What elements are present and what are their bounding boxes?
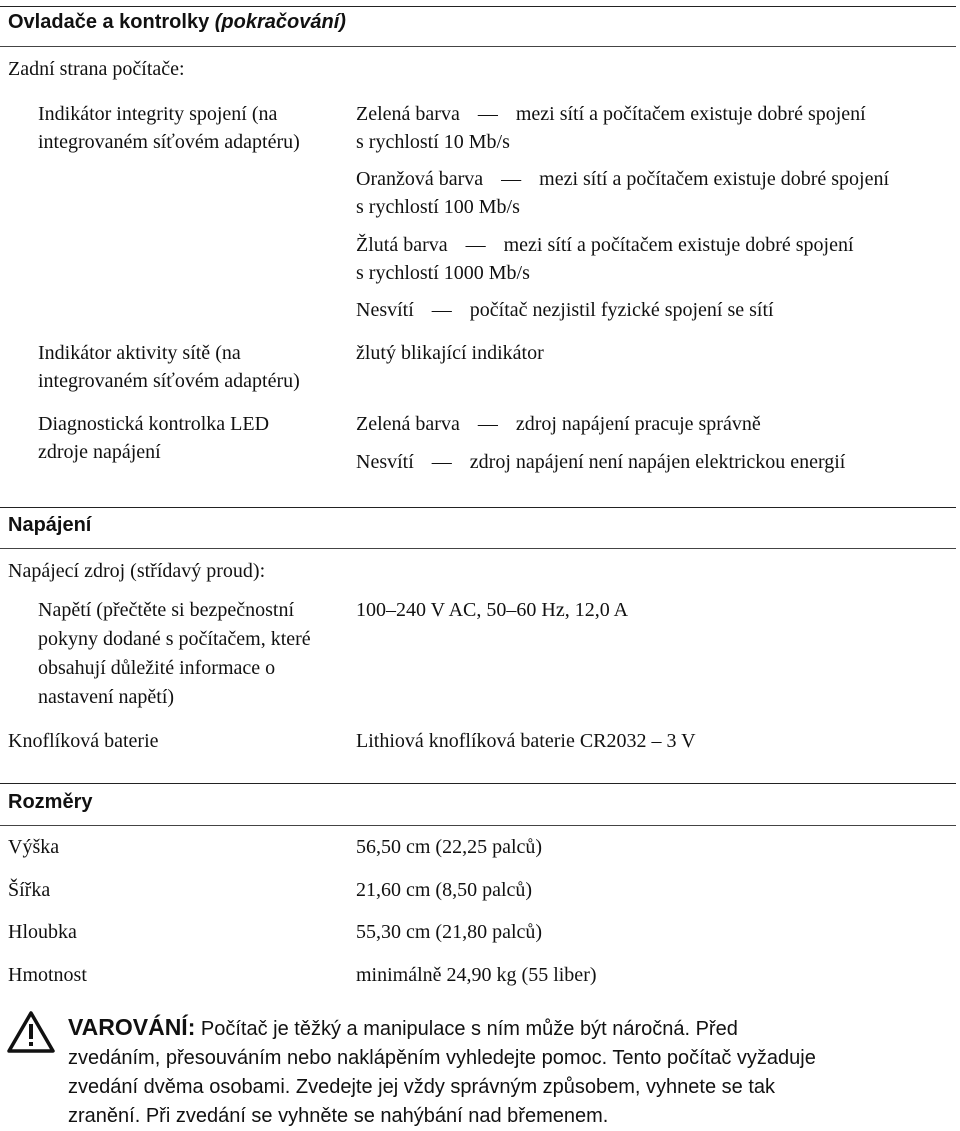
rear-side-subheading: Zadní strana počítače: bbox=[8, 58, 185, 80]
psu-led-label-2: zdroje napájení bbox=[38, 441, 161, 463]
link-integrity-label-2: integrovaném síťovém adaptéru) bbox=[38, 131, 300, 153]
link-green-line1: Zelená barva — mezi sítí a počítačem existuje dobré spojení bbox=[356, 103, 866, 125]
voltage-label-2: pokyny dodané s počítačem, které bbox=[38, 628, 311, 650]
link-orange-line1: Oranžová barva — mezi sítí a počítačem existuje dobré spojení bbox=[356, 168, 890, 190]
width-value: 21,60 cm (8,50 palců) bbox=[356, 879, 533, 901]
width-label: Šířka bbox=[8, 879, 51, 901]
voltage-value: 100–240 V AC, 50–60 Hz, 12,0 A bbox=[356, 599, 629, 621]
power-subheading: Napájecí zdroj (střídavý proud): bbox=[8, 560, 266, 582]
link-green-line2: s rychlostí 10 Mb/s bbox=[356, 131, 510, 153]
dimensions-section-title: Rozměry bbox=[8, 791, 93, 813]
controls-title-main: Ovladače a kontrolky bbox=[8, 11, 210, 33]
voltage-label-4: nastavení napětí) bbox=[38, 686, 175, 708]
controls-title-suffix: (pokračování) bbox=[214, 11, 346, 33]
weight-label: Hmotnost bbox=[8, 964, 87, 986]
psu-led-green: Zelená barva — zdroj napájení pracuje správně bbox=[356, 413, 761, 435]
warning-line-1: VAROVÁNÍ: Počítač je těžký a manipulace s ním může být náročná. Před bbox=[68, 1014, 738, 1040]
link-off-line1: Nesvítí — počítač nezjistil fyzické spojení se sítí bbox=[356, 299, 774, 321]
battery-label: Knoflíková baterie bbox=[8, 730, 159, 752]
dimensions-top-rule bbox=[0, 783, 956, 784]
net-activity-value: žlutý blikající indikátor bbox=[356, 342, 544, 364]
voltage-label-3: obsahují důležité informace o bbox=[38, 657, 276, 679]
power-rule bbox=[0, 548, 956, 549]
weight-value: minimálně 24,90 kg (55 liber) bbox=[356, 964, 597, 986]
warning-line-4: zranění. Při zvedání se vyhněte se nahýbání nad břemenem. bbox=[68, 1105, 609, 1127]
dimensions-rule bbox=[0, 825, 956, 826]
battery-value: Lithiová knoflíková baterie CR2032 – 3 V bbox=[356, 730, 696, 752]
depth-label: Hloubka bbox=[8, 921, 77, 943]
psu-led-label-1: Diagnostická kontrolka LED bbox=[38, 413, 270, 435]
link-yellow-line2: s rychlostí 1000 Mb/s bbox=[356, 262, 530, 284]
warning-line-3: zvedání dvěma osobami. Zvedejte jej vždy správným způsobem, vyhnete se tak bbox=[68, 1076, 776, 1098]
top-rule bbox=[0, 6, 956, 7]
warning-notice bbox=[68, 1013, 948, 1131]
power-top-rule bbox=[0, 507, 956, 508]
power-section-title: Napájení bbox=[8, 514, 92, 536]
warning-triangle-icon bbox=[6, 1010, 56, 1054]
height-value: 56,50 cm (22,25 palců) bbox=[356, 836, 543, 858]
net-activity-label-2: integrovaném síťovém adaptéru) bbox=[38, 370, 300, 392]
link-orange-line2: s rychlostí 100 Mb/s bbox=[356, 196, 520, 218]
warning-line-2: zvedáním, přesouváním nebo naklápěním vyhledejte pomoc. Tento počítač vyžaduje bbox=[68, 1047, 816, 1069]
warning-heading: VAROVÁNÍ: bbox=[68, 1014, 196, 1040]
voltage-label-1: Napětí (přečtěte si bezpečnostní bbox=[38, 599, 294, 621]
height-label: Výška bbox=[8, 836, 60, 858]
net-activity-label-1: Indikátor aktivity sítě (na bbox=[38, 342, 241, 364]
link-integrity-label-1: Indikátor integrity spojení (na bbox=[38, 103, 278, 125]
controls-section-title bbox=[8, 11, 346, 34]
depth-value: 55,30 cm (21,80 palců) bbox=[356, 921, 543, 943]
link-yellow-line1: Žlutá barva — mezi sítí a počítačem existuje dobré spojení bbox=[356, 234, 854, 256]
controls-rule bbox=[0, 46, 956, 47]
psu-led-off: Nesvítí — zdroj napájení není napájen elektrickou energií bbox=[356, 451, 846, 473]
